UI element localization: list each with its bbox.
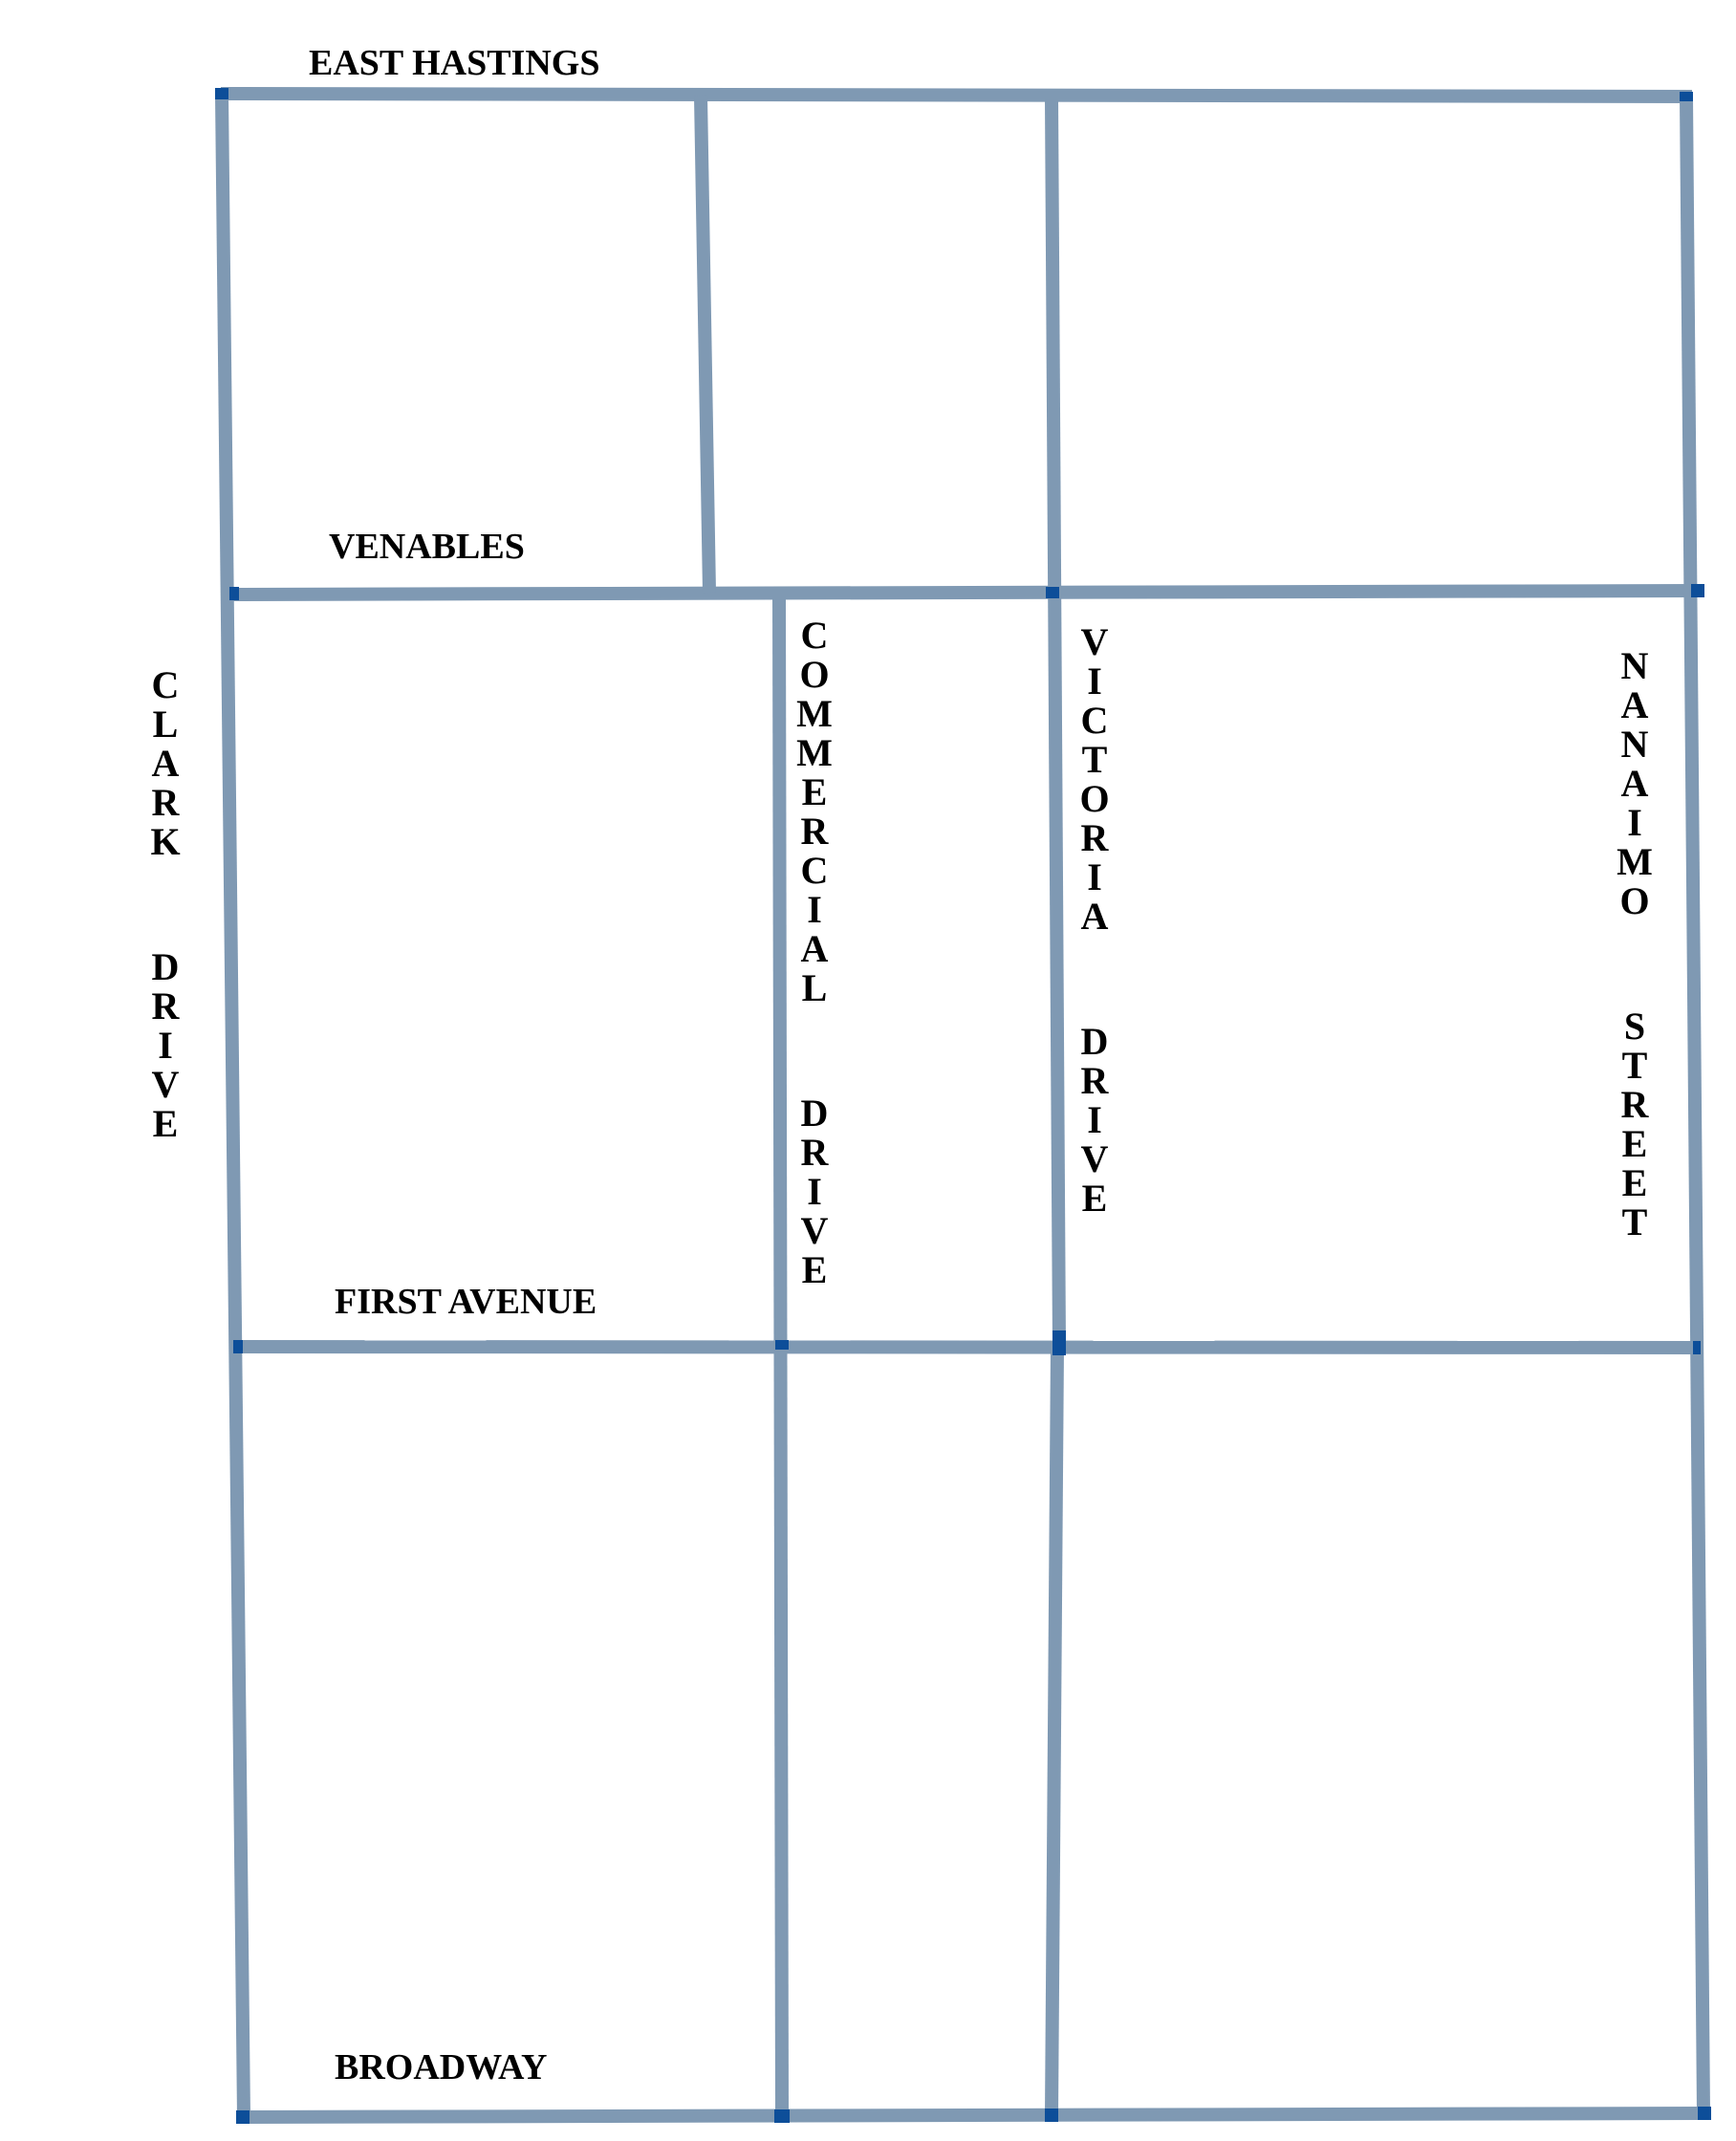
street-label-letter: I [1627, 801, 1642, 844]
street-label-letter: R [1080, 816, 1109, 859]
street-label-letter: E [801, 770, 828, 813]
intersection-marker [233, 1340, 243, 1353]
broadway-street [238, 2113, 1708, 2117]
street-label-letter: A [1080, 895, 1109, 938]
east-hastings-street [221, 94, 1692, 97]
street-label-letter: E [1081, 1177, 1108, 1221]
victoria-drive-lower-street [1052, 1347, 1057, 2115]
intersection-marker [1052, 1330, 1066, 1355]
street-label-letter: V [800, 1209, 829, 1253]
intersection-marker [1680, 92, 1693, 101]
street-label-letter: I [807, 888, 822, 931]
street-label-letter: I [1087, 855, 1102, 898]
street-label-letter: A [151, 742, 180, 785]
street-label-letter: L [801, 966, 828, 1009]
street-label-letter: I [1087, 1098, 1102, 1142]
nanaimo-street-line [1686, 97, 1703, 2114]
first-avenue-label: FIRST AVENUE [335, 1282, 597, 1322]
street-label-letter: O [1079, 777, 1110, 820]
venables-label: VENABLES [329, 527, 525, 567]
intersection-marker [1691, 584, 1704, 597]
street-label-letter: R [800, 810, 829, 853]
clark-drive-street [222, 94, 244, 2117]
intersection-marker [215, 88, 228, 99]
commercial-drive-street [779, 598, 782, 2117]
street-label-letter: E [152, 1102, 179, 1146]
street-label-letter: A [800, 927, 829, 970]
east-hastings-label: EAST HASTINGS [309, 43, 600, 83]
street-label-letter: V [1080, 1137, 1109, 1181]
street-label-letter: D [151, 945, 180, 989]
street-label-letter: R [1620, 1083, 1649, 1127]
venables-street [231, 591, 1698, 595]
street-label-letter: R [1080, 1059, 1109, 1103]
street-label-letter: V [1080, 620, 1109, 663]
street-label-letter: I [1087, 660, 1102, 703]
street-label-letter: V [151, 1063, 180, 1107]
first-avenue-street [237, 1347, 1697, 1348]
intersection-marker [1693, 1341, 1701, 1354]
broadway-label: BROADWAY [335, 2047, 548, 2087]
street-label-letter: C [800, 614, 829, 657]
street-label-letter: M [796, 692, 833, 735]
street-label-letter: E [1621, 1122, 1648, 1166]
street-label-letter: C [1080, 699, 1109, 742]
street-label-letter: M [1617, 840, 1653, 883]
intersection-marker [229, 587, 239, 600]
street-label-letter: T [1081, 738, 1108, 781]
street-label-letter: C [800, 849, 829, 892]
street-label-letter: L [152, 703, 179, 746]
intersection-marker [236, 2110, 250, 2124]
street-label-letter: T [1621, 1044, 1648, 1088]
street-label-letter: E [801, 1248, 828, 1292]
street-label-letter: D [800, 1092, 829, 1135]
street-label-letter: R [151, 984, 180, 1028]
street-label-letter: O [1619, 879, 1650, 922]
street-label-letter: A [1620, 683, 1649, 726]
street-label-letter: S [1623, 1005, 1646, 1049]
clark-drive-label [150, 663, 180, 1145]
street-label-letter: D [1080, 1020, 1109, 1064]
victoria-drive-label [1079, 620, 1109, 1220]
intersection-marker [774, 2109, 790, 2123]
street-label-letter: N [1620, 723, 1649, 766]
street-label-letter: T [1621, 1200, 1648, 1244]
intersection-marker [1046, 587, 1059, 598]
street-label-letter: M [796, 731, 833, 774]
intersection-marker [1698, 2107, 1711, 2120]
street-label-letter: R [800, 1131, 829, 1175]
nanaimo-street-label [1617, 644, 1653, 1244]
street-label-letter: C [151, 663, 180, 706]
intersection-marker [775, 1340, 789, 1350]
street-label-letter: R [151, 781, 180, 824]
street-label-letter: I [158, 1024, 173, 1068]
intersection-marker [1045, 2109, 1058, 2122]
street-label-letter: I [807, 1170, 822, 1214]
street-label-letter: O [799, 653, 830, 696]
street-label-letter: E [1621, 1161, 1648, 1205]
commercial-drive-label [796, 614, 833, 1291]
street-label-letter: A [1620, 762, 1649, 805]
victoria-drive-street [1052, 97, 1059, 1347]
street-label-letter: K [150, 820, 181, 863]
upper-connector-street [701, 96, 709, 593]
street-label-letter: N [1620, 644, 1649, 687]
